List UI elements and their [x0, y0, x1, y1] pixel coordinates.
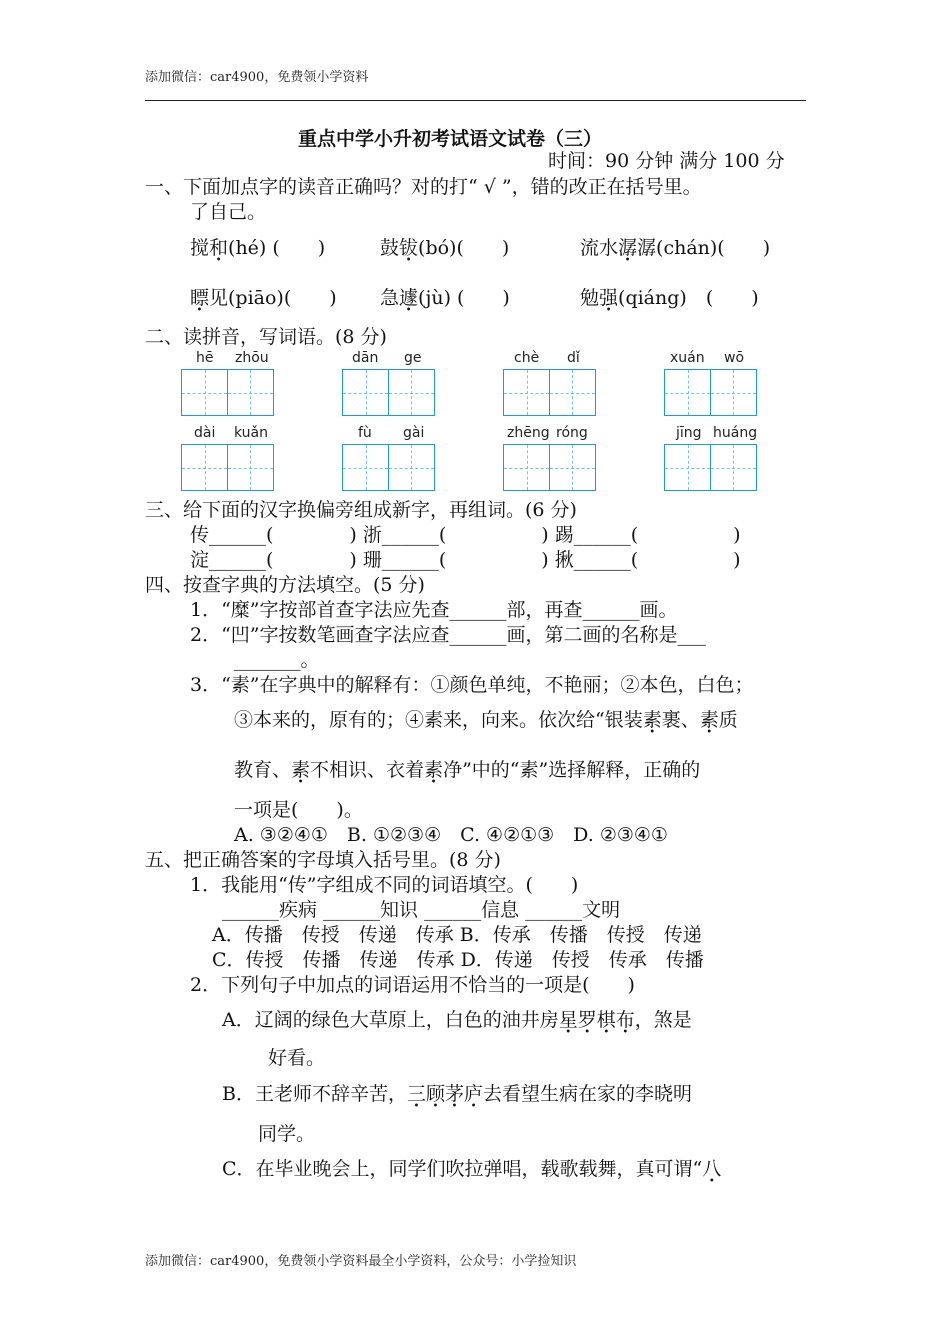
s5-option-c: C．在毕业晚会上，同学们吹拉弹唱，载歌载舞，真可谓“八 [222, 1158, 722, 1180]
writing-grid[interactable] [664, 444, 755, 491]
pinyin-label: chè [514, 350, 540, 366]
s4-question-2: 2．“凹”字按数笔画查字法应查______画，第二画的名称是___ [190, 624, 707, 646]
pinyin-label: zhōu [235, 350, 269, 366]
pinyin-label: dǐ [567, 350, 580, 366]
writing-grid[interactable] [342, 369, 433, 416]
pinyin-label: fù [358, 425, 372, 441]
section4-heading: 四、按查字典的方法填空。(5 分) [145, 574, 425, 596]
s4-question-1: 1．“糜”字按部首查字法应先查______部，再查______画。 [190, 599, 678, 621]
s4-question-3-options: A. ③②④① B. ①②③④ C. ④②①③ D. ②③④① [234, 824, 668, 846]
pinyin-label: gài [403, 425, 425, 441]
writing-grid[interactable] [503, 444, 594, 491]
s5-question-1: 1．我能用“传”字组成不同的词语填空。( ) [190, 874, 579, 896]
writing-grid[interactable] [342, 444, 433, 491]
header-note: 添加微信：car4900，免费领小学资料 [145, 70, 369, 85]
s4-question-3-line-3: 教育、素不相识、衣着素净”中的“素”选择解释，正确的 [234, 759, 701, 781]
paper-title: 重点中学小升初考试语文试卷（三） [298, 128, 603, 150]
s4-question-2-cont: _______。 [234, 649, 320, 671]
time-info: 时间：90 分钟 满分 100 分 [548, 150, 785, 172]
s1-item-3: 流水潺潺(chán)( ) [580, 237, 771, 259]
s5-option-a-cont: 好看。 [268, 1047, 326, 1069]
pinyin-label: hē [196, 350, 214, 366]
writing-grid[interactable] [664, 369, 755, 416]
s1-item-4: 瞟见(piāo)( ) [190, 287, 337, 309]
section3-heading: 三、给下面的汉字换偏旁组成新字，再组词。(6 分) [145, 499, 577, 521]
s4-question-3-line-2: ③本来的，原有的；④素来，向来。依次给“银装素裹、素质 [234, 709, 738, 731]
s1-item-6: 勉强(qiáng) ( ) [580, 287, 759, 309]
s4-question-3: 3．“素”在字典中的解释有：①颜色单纯，不艳丽；②本色，白色； [190, 674, 754, 696]
pinyin-label: xuán [670, 350, 705, 366]
pinyin-label: dān [352, 350, 379, 366]
pinyin-label: jīng [676, 425, 702, 441]
pinyin-label: wō [724, 350, 745, 366]
section3-line-2: 淀______( ) 珊______( ) 揪______( ) [190, 549, 741, 571]
pinyin-label: zhēng [507, 425, 550, 441]
pinyin-label: huáng [713, 425, 758, 441]
writing-grid[interactable] [181, 444, 272, 491]
header-divider [145, 100, 806, 101]
s5-option-a: A．辽阔的绿色大草原上，白色的油井房星罗棋布，煞是 [222, 1009, 692, 1031]
s5-question-1-blanks: ______疾病 ______知识 ______信息 ______文明 [222, 899, 621, 921]
s5-question-1-options-cd: C．传授 传播 传递 传承 D．传递 传授 传承 传播 [212, 949, 704, 971]
s5-option-b: B．王老师不辞辛苦，三顾茅庐去看望生病在家的李晓明 [222, 1083, 693, 1105]
s5-option-b-cont: 同学。 [258, 1123, 316, 1145]
section2-heading: 二、读拼音，写词语。(8 分) [145, 326, 387, 348]
pinyin-label: kuǎn [234, 425, 269, 441]
s5-question-1-options-ab: A．传播 传授 传递 传承 B．传承 传播 传授 传递 [212, 924, 702, 946]
writing-grid[interactable] [503, 369, 594, 416]
s4-question-3-line-4: 一项是( )。 [234, 799, 363, 821]
s1-item-2: 鼓钹(bó)( ) [380, 237, 510, 259]
section1-heading-cont: 了自己。 [190, 201, 267, 223]
section1-heading: 一、下面加点字的读音正确吗？对的打“ √ ”，错的改正在括号里。 [145, 176, 702, 198]
section5-heading: 五、把正确答案的字母填入括号里。(8 分) [145, 849, 501, 871]
s1-item-1: 搅和(hé) ( ) [190, 237, 326, 259]
pinyin-label: ge [404, 350, 422, 366]
s5-question-2: 2．下列句子中加点的词语运用不恰当的一项是( ) [190, 974, 635, 996]
pinyin-label: dài [194, 425, 216, 441]
s1-item-5: 急遽(jù) ( ) [380, 287, 510, 309]
section3-line-1: 传______( ) 浙______( ) 踢______( ) [190, 524, 741, 546]
writing-grid[interactable] [181, 369, 272, 416]
footer-note: 添加微信：car4900，免费领小学资料最全小学资料，公众号：小学捡知识 [145, 1254, 577, 1269]
pinyin-label: róng [556, 425, 588, 441]
